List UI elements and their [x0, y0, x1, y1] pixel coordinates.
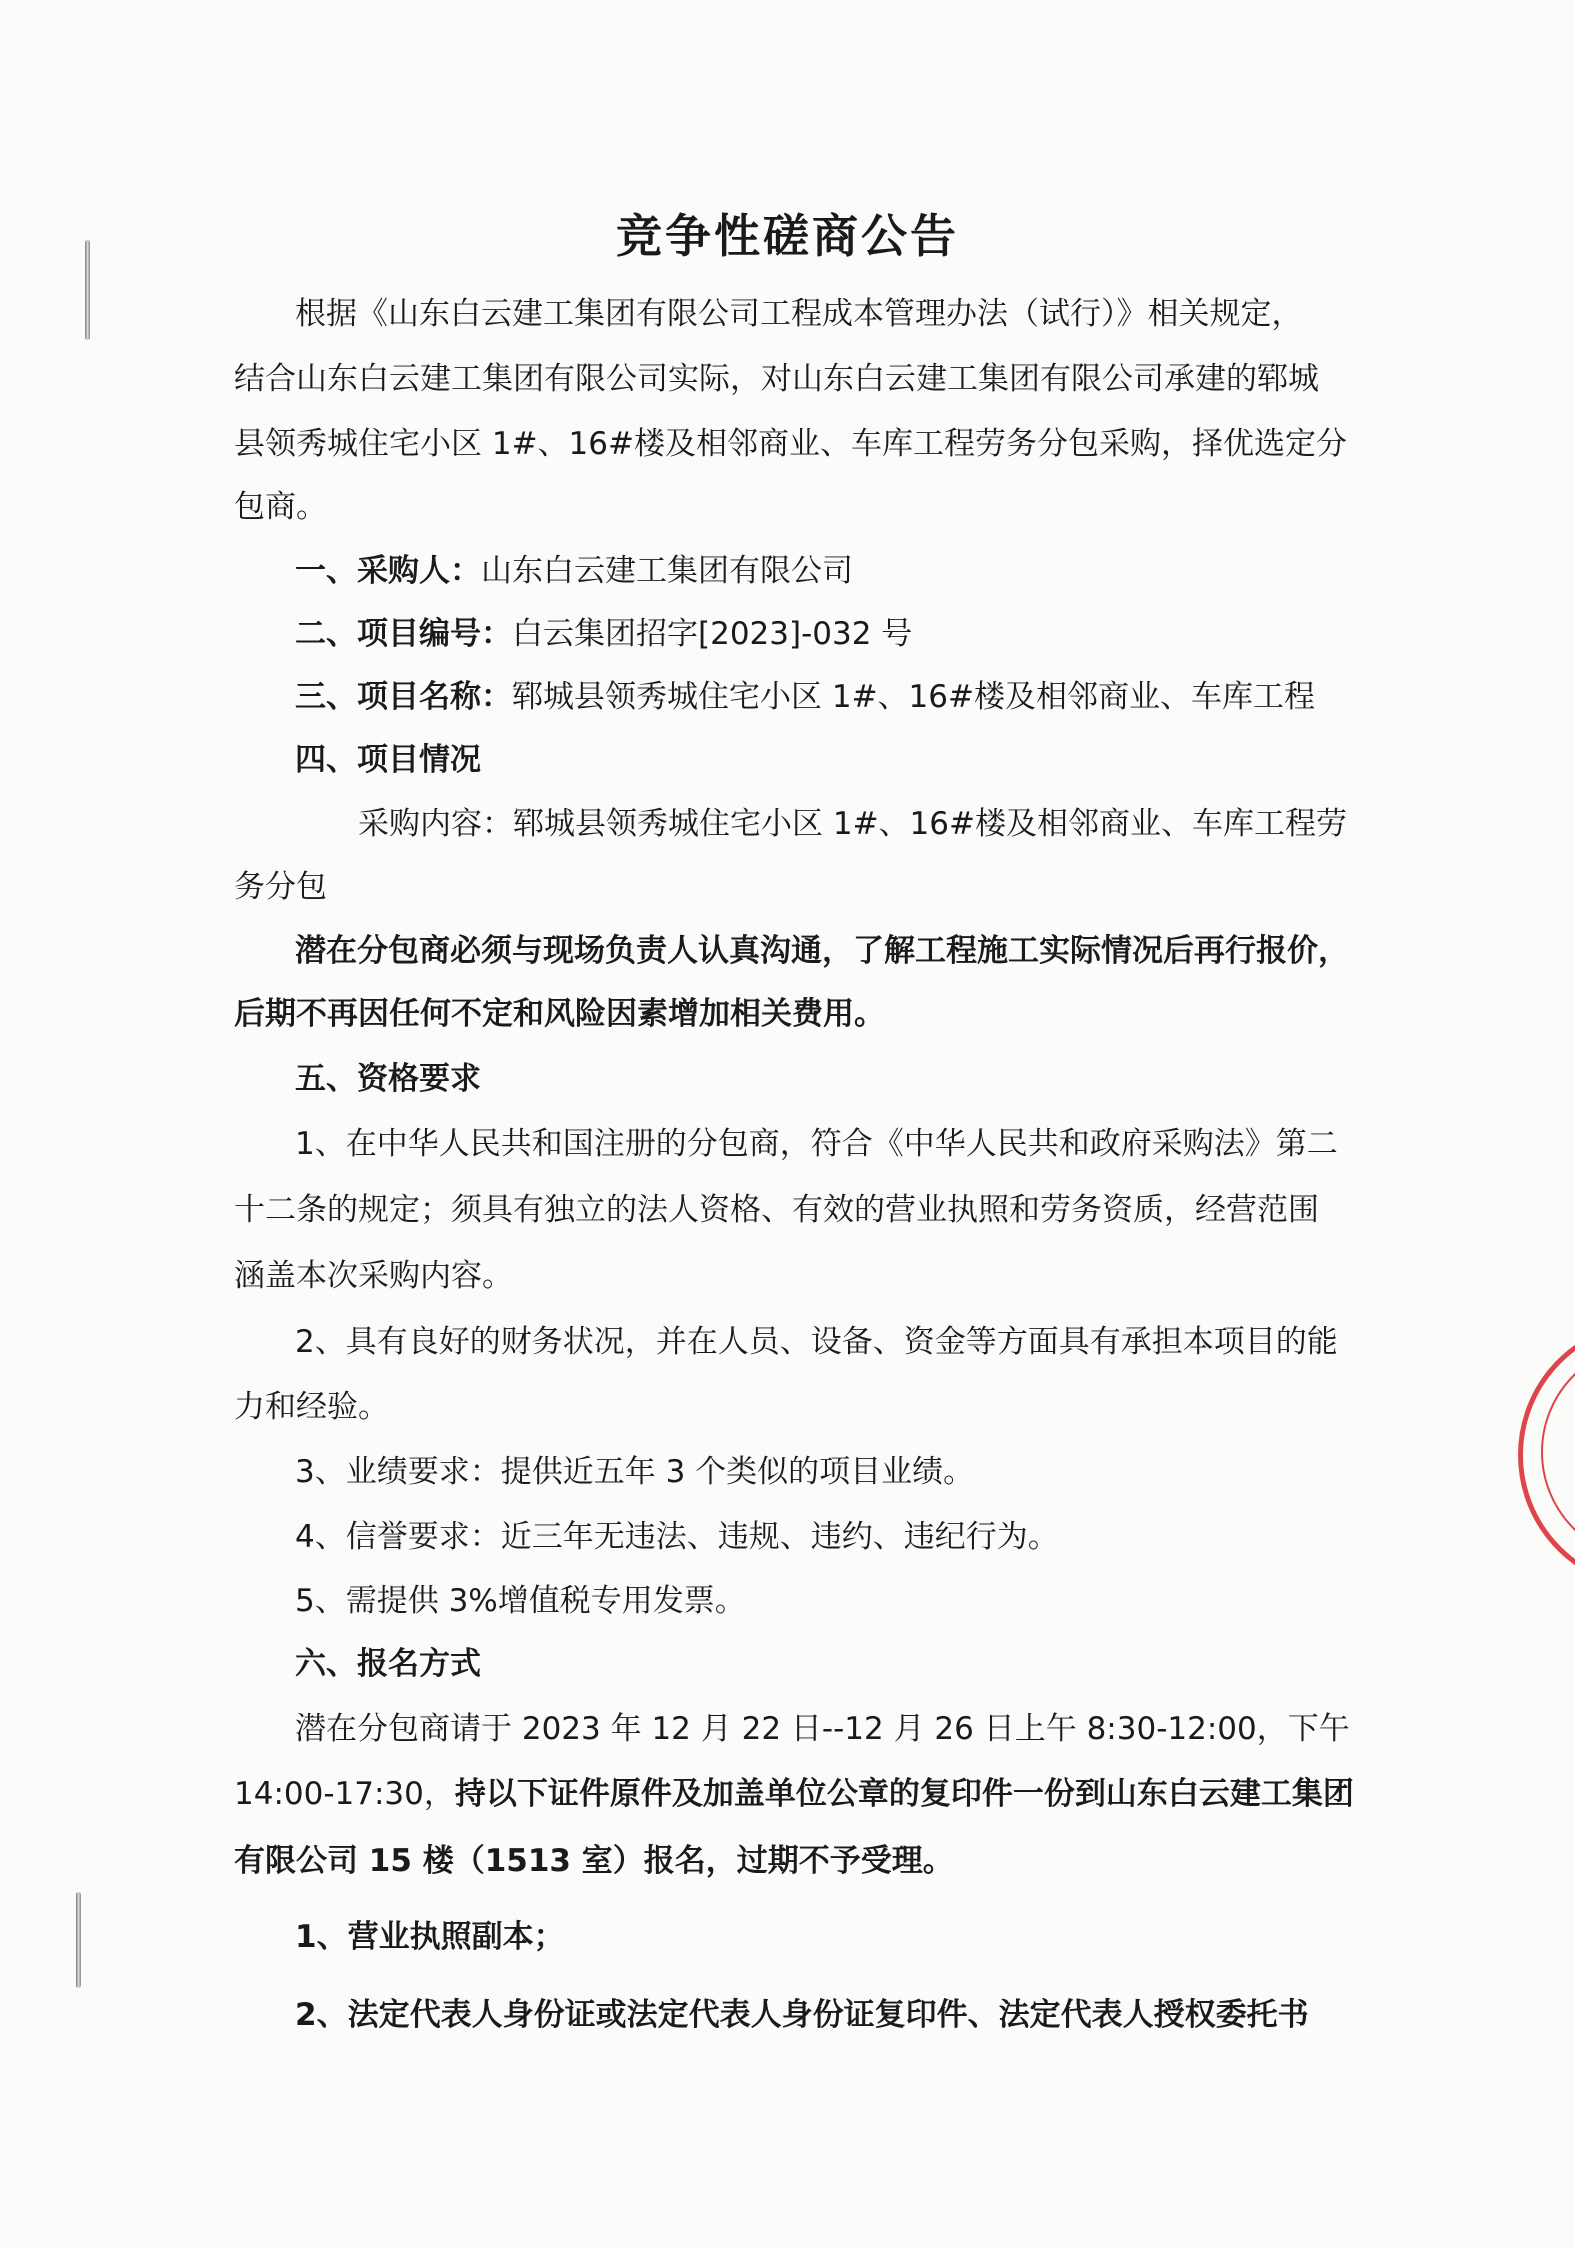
registration-heading: 六、报名方式: [295, 1646, 481, 1682]
document-title: 竞争性磋商公告: [616, 209, 959, 263]
project-no-label: 二、项目编号：: [295, 616, 512, 652]
project-no-line: [295, 614, 912, 654]
purchaser-label: 一、采购人：: [295, 553, 481, 589]
qualification-line-8: 5、需提供 3%增值税专用发票。: [295, 1583, 746, 1619]
situation-line-1: 采购内容：郓城县领秀城住宅小区 1#、16#楼及相邻商业、车库工程劳: [358, 806, 1347, 842]
doc-item-2: 2、法定代表人身份证或法定代表人身份证复印件、法定代表人授权委托书: [295, 1997, 1309, 2033]
purchaser-value: 山东白云建工集团有限公司: [481, 553, 853, 589]
qualification-line-1: 1、在中华人民共和国注册的分包商，符合《中华人民共和政府采购法》第二: [295, 1126, 1338, 1162]
staple-mark-bottom: [76, 1892, 81, 1988]
red-seal-stamp: [1518, 1320, 1575, 1590]
qualification-line-2: 十二条的规定；须具有独立的法人资格、有效的营业执照和劳务资质，经营范围: [234, 1192, 1319, 1228]
intro-line-3: 县领秀城住宅小区 1#、16#楼及相邻商业、车库工程劳务分包采购，择优选定分: [234, 426, 1347, 462]
registration-line-2: [234, 1774, 1354, 1814]
project-name-value: 郓城县领秀城住宅小区 1#、16#楼及相邻商业、车库工程: [512, 679, 1315, 715]
purchaser-line: [295, 551, 853, 591]
notice-line-1: 潜在分包商必须与现场负责人认真沟通，了解工程施工实际情况后再行报价，: [295, 933, 1349, 969]
registration-instruction: 持以下证件原件及加盖单位公章的复印件一份到山东白云建工集团: [454, 1776, 1354, 1812]
qualification-line-5: 力和经验。: [234, 1389, 389, 1425]
qualification-heading: 五、资格要求: [295, 1061, 481, 1097]
situation-line-2: 务分包: [234, 869, 327, 905]
intro-line-1: 根据《山东白云建工集团有限公司工程成本管理办法（试行）》相关规定，: [295, 296, 1303, 332]
registration-time: 14:00-17:30，: [234, 1776, 455, 1812]
intro-line-2: 结合山东白云建工集团有限公司实际，对山东白云建工集团有限公司承建的郓城: [234, 361, 1319, 397]
registration-line-3: 有限公司 15 楼（1513 室）报名，过期不予受理。: [234, 1843, 954, 1879]
project-name-line: [295, 677, 1315, 717]
qualification-line-7: 4、信誉要求：近三年无违法、违规、违约、违纪行为。: [295, 1519, 1059, 1555]
qualification-line-6: 3、业绩要求：提供近五年 3 个类似的项目业绩。: [295, 1454, 975, 1490]
project-no-value: 白云集团招字[2023]-032 号: [512, 616, 913, 652]
qualification-line-3: 涵盖本次采购内容。: [234, 1258, 513, 1294]
project-name-label: 三、项目名称：: [295, 679, 512, 715]
notice-line-2: 后期不再因任何不定和风险因素增加相关费用。: [234, 996, 885, 1032]
intro-line-4: 包商。: [234, 489, 327, 525]
situation-heading: 四、项目情况: [295, 742, 481, 778]
qualification-line-4: 2、具有良好的财务状况，并在人员、设备、资金等方面具有承担本项目的能: [295, 1324, 1338, 1360]
registration-line-1: 潜在分包商请于 2023 年 12 月 22 日--12 月 26 日上午 8:30-12:00，下午: [295, 1711, 1350, 1747]
doc-item-1: 1、营业执照副本；: [295, 1919, 565, 1955]
